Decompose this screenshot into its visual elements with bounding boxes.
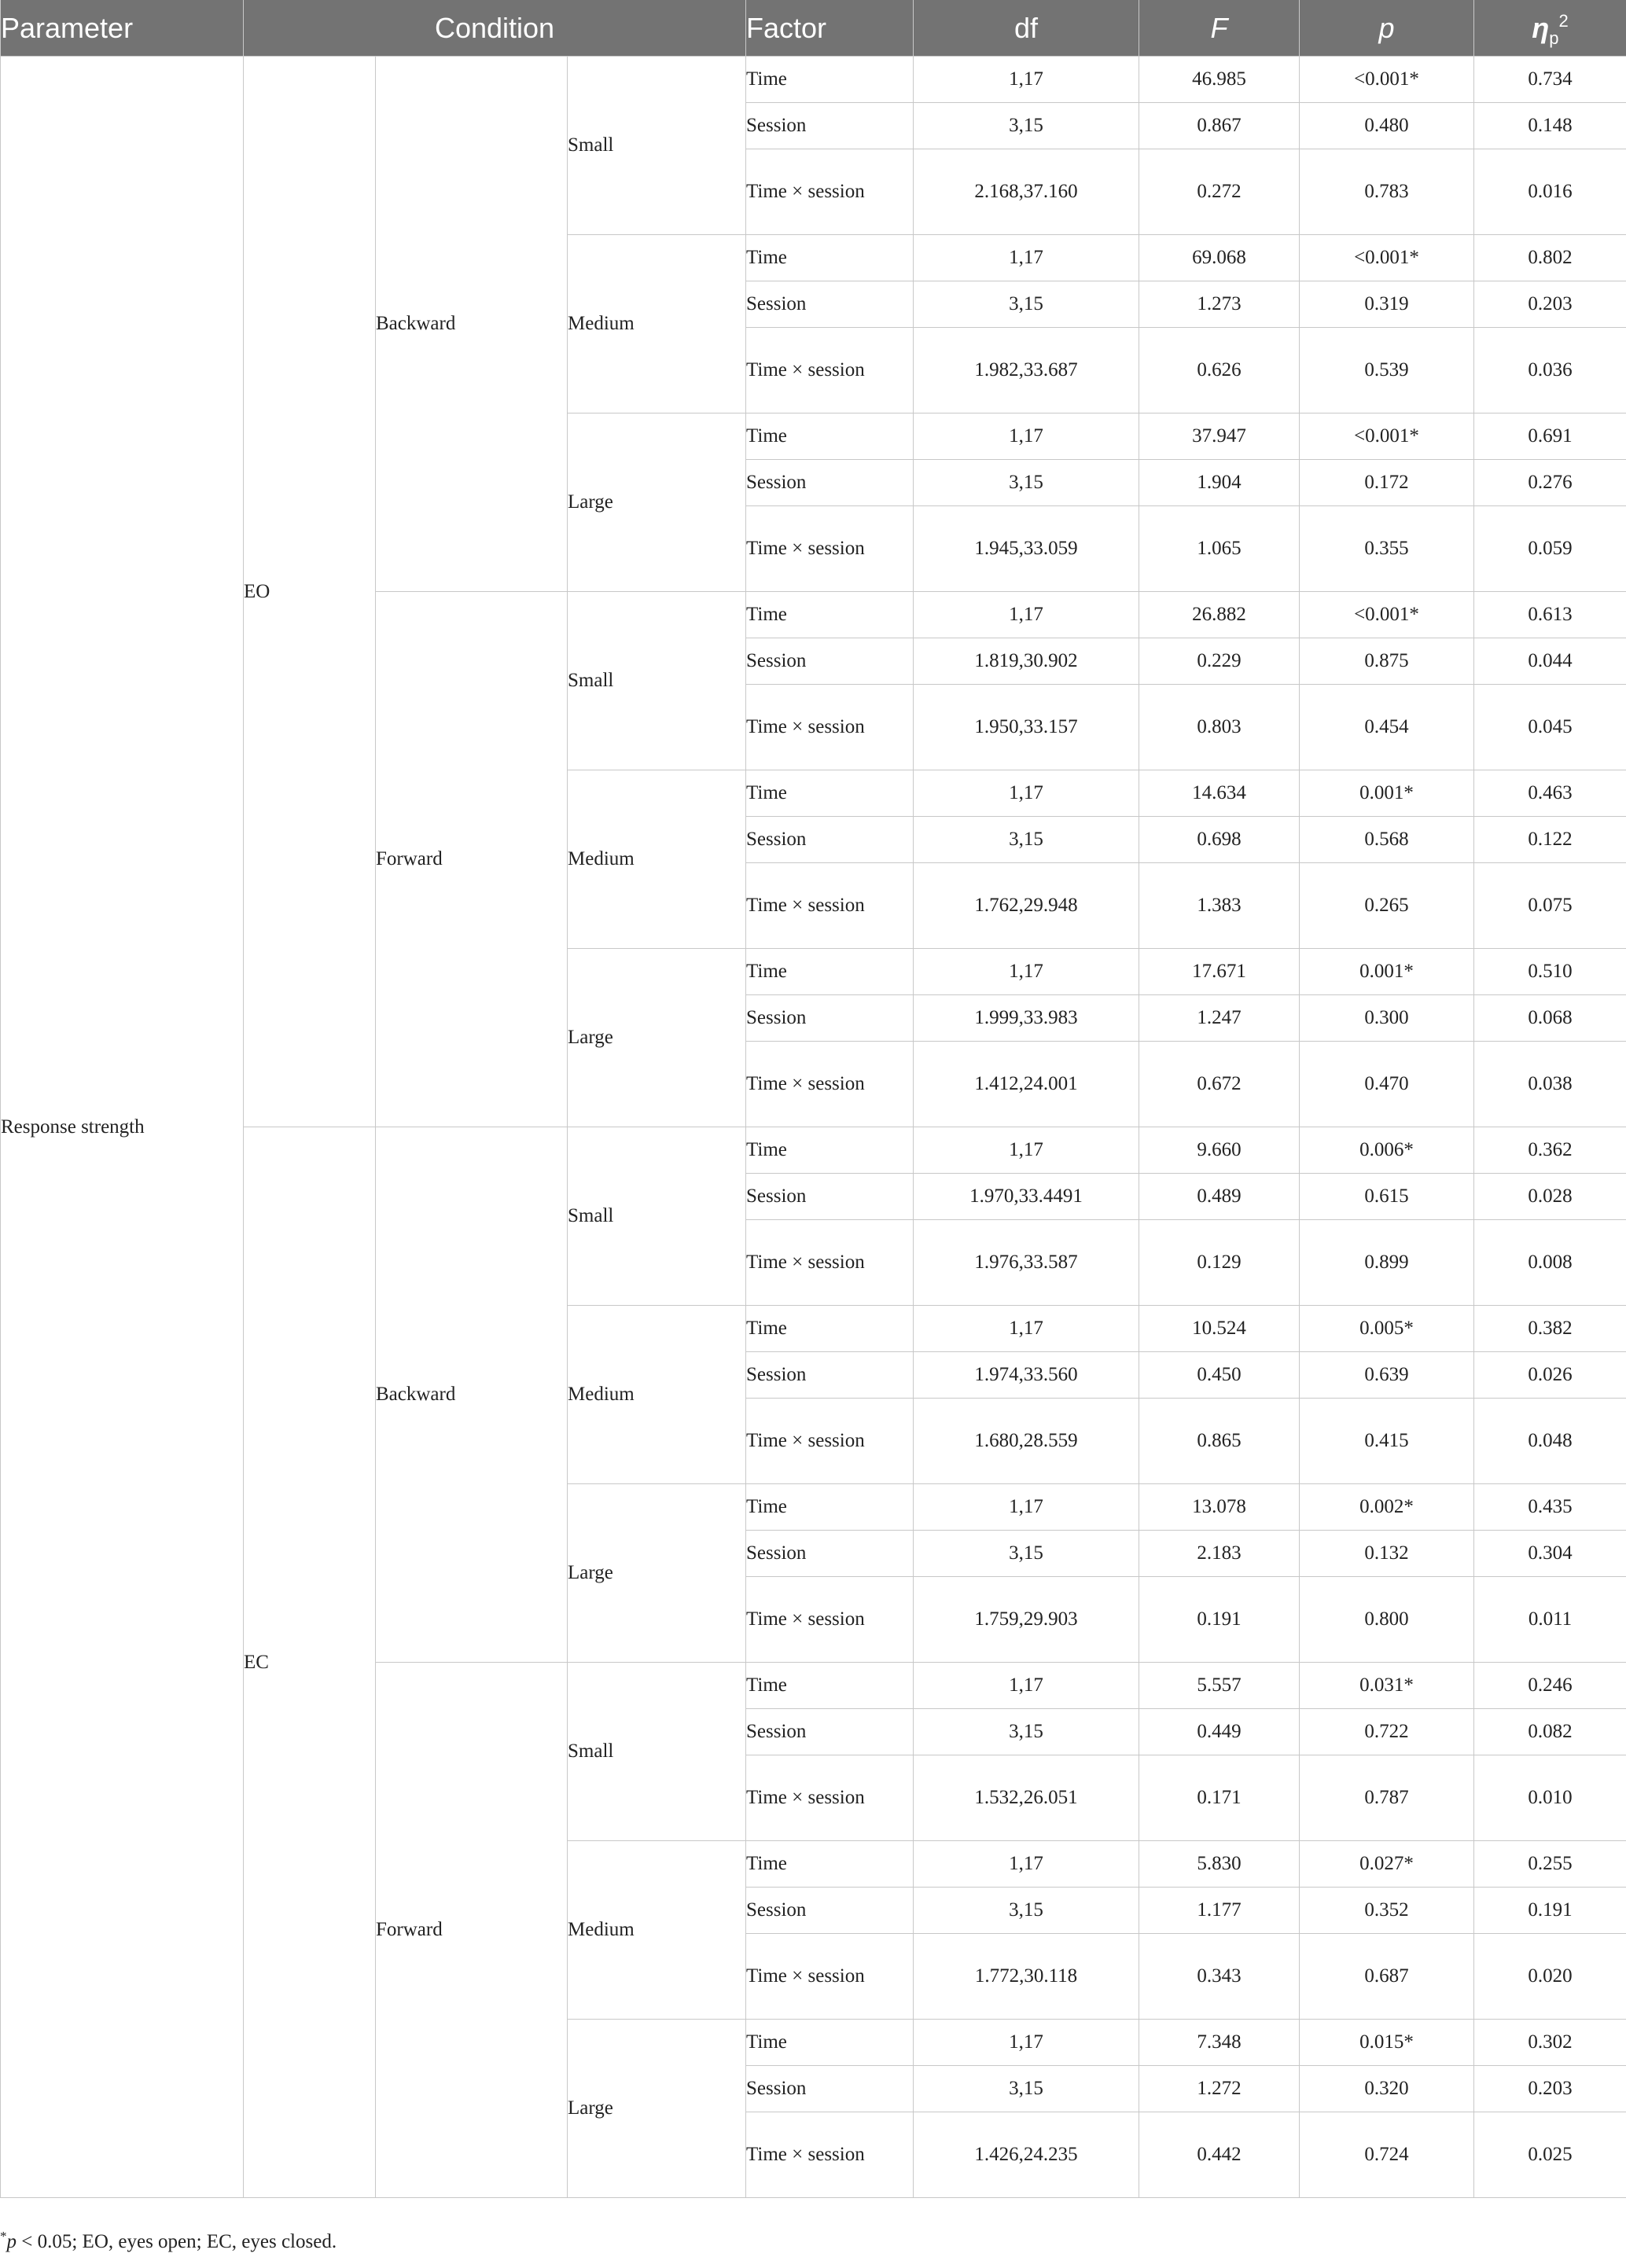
f-value-cell: 7.348: [1139, 2020, 1300, 2066]
df-cell: 1.772,30.118: [914, 1934, 1139, 2020]
df-cell: 1.759,29.903: [914, 1577, 1139, 1663]
factor-cell: Time × session: [746, 1220, 914, 1306]
df-cell: 1.974,33.560: [914, 1352, 1139, 1399]
df-cell: 3,15: [914, 817, 1139, 863]
direction-cell: Forward: [376, 592, 568, 1127]
size-cell: Small: [568, 1127, 746, 1306]
f-value-cell: 5.557: [1139, 1663, 1300, 1709]
f-value-cell: 0.698: [1139, 817, 1300, 863]
df-cell: 1.950,33.157: [914, 685, 1139, 770]
p-value-cell: 0.787: [1300, 1755, 1474, 1841]
effect-size-cell: 0.036: [1474, 328, 1626, 414]
effect-size-cell: 0.028: [1474, 1174, 1626, 1220]
p-value-cell: <0.001*: [1300, 414, 1474, 460]
factor-cell: Session: [746, 1888, 914, 1934]
p-value-cell: 0.615: [1300, 1174, 1474, 1220]
factor-cell: Time: [746, 770, 914, 817]
p-value-cell: 0.001*: [1300, 770, 1474, 817]
factor-cell: Time: [746, 1841, 914, 1888]
f-value-cell: 0.191: [1139, 1577, 1300, 1663]
effect-size-cell: 0.082: [1474, 1709, 1626, 1755]
p-value-cell: 0.470: [1300, 1042, 1474, 1127]
factor-cell: Session: [746, 1709, 914, 1755]
table-row: [1, 1127, 1626, 1174]
p-value-cell: 0.006*: [1300, 1127, 1474, 1174]
f-value-cell: 0.229: [1139, 638, 1300, 685]
f-value-cell: 0.343: [1139, 1934, 1300, 2020]
df-cell: 1.819,30.902: [914, 638, 1139, 685]
effect-size-cell: 0.048: [1474, 1399, 1626, 1484]
factor-cell: Time: [746, 2020, 914, 2066]
factor-cell: Session: [746, 103, 914, 149]
effect-size-cell: 0.008: [1474, 1220, 1626, 1306]
effect-size-cell: 0.068: [1474, 995, 1626, 1042]
f-value-cell: 0.489: [1139, 1174, 1300, 1220]
effect-size-cell: 0.304: [1474, 1531, 1626, 1577]
effect-size-cell: 0.045: [1474, 685, 1626, 770]
f-header: [1139, 0, 1300, 57]
df-cell: 3,15: [914, 1888, 1139, 1934]
size-cell: Large: [568, 1484, 746, 1663]
df-cell: 1,17: [914, 2020, 1139, 2066]
effect-size-cell: 0.435: [1474, 1484, 1626, 1531]
p-value-cell: 0.352: [1300, 1888, 1474, 1934]
f-value-cell: 0.672: [1139, 1042, 1300, 1127]
effect-size-cell: 0.246: [1474, 1663, 1626, 1709]
f-value-cell: 0.450: [1139, 1352, 1300, 1399]
factor-cell: Session: [746, 638, 914, 685]
df-cell: 3,15: [914, 460, 1139, 506]
p-value-cell: 0.265: [1300, 863, 1474, 949]
p-value-cell: 0.800: [1300, 1577, 1474, 1663]
factor-cell: Session: [746, 995, 914, 1042]
effect-size-cell: 0.010: [1474, 1755, 1626, 1841]
factor-cell: Session: [746, 817, 914, 863]
effect-size-cell: 0.203: [1474, 281, 1626, 328]
f-value-cell: 17.671: [1139, 949, 1300, 995]
p-value-cell: <0.001*: [1300, 57, 1474, 103]
df-cell: 1,17: [914, 1663, 1139, 1709]
effect-size-cell: 0.691: [1474, 414, 1626, 460]
p-value-cell: 0.454: [1300, 685, 1474, 770]
df-cell: 3,15: [914, 103, 1139, 149]
size-cell: Large: [568, 414, 746, 592]
p-value-cell: <0.001*: [1300, 592, 1474, 638]
effect-size-cell: 0.276: [1474, 460, 1626, 506]
f-value-cell: 0.129: [1139, 1220, 1300, 1306]
factor-cell: Time × session: [746, 506, 914, 592]
parameter-cell: Response strength: [1, 57, 244, 2198]
f-value-cell: 0.449: [1139, 1709, 1300, 1755]
p-value-cell: 0.015*: [1300, 2020, 1474, 2066]
effect-size-cell: 0.255: [1474, 1841, 1626, 1888]
factor-header: Factor: [746, 0, 914, 57]
footnote-text: < 0.05; EO, eyes open; EC, eyes closed.: [17, 2231, 337, 2252]
f-value-cell: 69.068: [1139, 235, 1300, 281]
factor-cell: Time × session: [746, 328, 914, 414]
factor-cell: Time × session: [746, 1934, 914, 2020]
footnote-p-symbol: p: [6, 2231, 17, 2252]
p-value-cell: 0.539: [1300, 328, 1474, 414]
df-cell: 3,15: [914, 2066, 1139, 2112]
p-value-cell: 0.027*: [1300, 1841, 1474, 1888]
factor-cell: Session: [746, 1174, 914, 1220]
f-value-cell: 13.078: [1139, 1484, 1300, 1531]
f-value-cell: 1.177: [1139, 1888, 1300, 1934]
f-value-cell: 1.065: [1139, 506, 1300, 592]
p-value-cell: 0.899: [1300, 1220, 1474, 1306]
df-header: df: [914, 0, 1139, 57]
factor-cell: Time × session: [746, 149, 914, 235]
p-value-cell: 0.568: [1300, 817, 1474, 863]
p-header: [1300, 0, 1474, 57]
factor-cell: Time × session: [746, 1042, 914, 1127]
p-value-cell: 0.480: [1300, 103, 1474, 149]
eyes-condition-cell: EO: [244, 57, 376, 1127]
effect-size-cell: 0.122: [1474, 817, 1626, 863]
factor-cell: Time: [746, 235, 914, 281]
f-header-label: F: [1210, 11, 1228, 44]
size-cell: Small: [568, 592, 746, 770]
f-value-cell: 1.904: [1139, 460, 1300, 506]
factor-cell: Time × session: [746, 685, 914, 770]
size-cell: Small: [568, 1663, 746, 1841]
eta-subscript: p: [1549, 28, 1559, 48]
effect-size-cell: 0.302: [1474, 2020, 1626, 2066]
direction-cell: Backward: [376, 1127, 568, 1663]
effect-size-cell: 0.044: [1474, 638, 1626, 685]
direction-cell: Backward: [376, 57, 568, 592]
p-value-cell: 0.639: [1300, 1352, 1474, 1399]
p-value-cell: 0.172: [1300, 460, 1474, 506]
eta-symbol: η: [1532, 11, 1550, 44]
effect-size-cell: 0.025: [1474, 2112, 1626, 2198]
f-value-cell: 37.947: [1139, 414, 1300, 460]
df-cell: 1,17: [914, 235, 1139, 281]
df-cell: 1.970,33.4491: [914, 1174, 1139, 1220]
header-row: [1, 0, 1626, 57]
eta-header: [1474, 0, 1626, 57]
f-value-cell: 2.183: [1139, 1531, 1300, 1577]
df-cell: 1.976,33.587: [914, 1220, 1139, 1306]
p-value-cell: 0.319: [1300, 281, 1474, 328]
effect-size-cell: 0.463: [1474, 770, 1626, 817]
f-value-cell: 1.273: [1139, 281, 1300, 328]
df-cell: 1.982,33.687: [914, 328, 1139, 414]
factor-cell: Time: [746, 414, 914, 460]
p-value-cell: 0.875: [1300, 638, 1474, 685]
p-value-cell: 0.355: [1300, 506, 1474, 592]
f-value-cell: 1.383: [1139, 863, 1300, 949]
p-value-cell: 0.132: [1300, 1531, 1474, 1577]
f-value-cell: 0.867: [1139, 103, 1300, 149]
factor-cell: Time: [746, 1127, 914, 1174]
df-cell: 1.999,33.983: [914, 995, 1139, 1042]
f-value-cell: 0.626: [1139, 328, 1300, 414]
footnote-mark: *: [0, 2229, 7, 2244]
factor-cell: Time × session: [746, 1577, 914, 1663]
p-value-cell: 0.005*: [1300, 1306, 1474, 1352]
size-cell: Medium: [568, 1841, 746, 2020]
effect-size-cell: 0.020: [1474, 1934, 1626, 2020]
effect-size-cell: 0.075: [1474, 863, 1626, 949]
df-cell: 3,15: [914, 1709, 1139, 1755]
table-row: [1, 57, 1626, 103]
p-value-cell: 0.001*: [1300, 949, 1474, 995]
df-cell: 1.680,28.559: [914, 1399, 1139, 1484]
p-value-cell: 0.722: [1300, 1709, 1474, 1755]
df-cell: 1,17: [914, 770, 1139, 817]
p-value-cell: 0.320: [1300, 2066, 1474, 2112]
factor-cell: Time × session: [746, 1755, 914, 1841]
factor-cell: Session: [746, 460, 914, 506]
effect-size-cell: 0.203: [1474, 2066, 1626, 2112]
df-cell: 1,17: [914, 1841, 1139, 1888]
df-cell: 1.412,24.001: [914, 1042, 1139, 1127]
df-cell: 1.532,26.051: [914, 1755, 1139, 1841]
effect-size-cell: 0.510: [1474, 949, 1626, 995]
effect-size-cell: 0.011: [1474, 1577, 1626, 1663]
factor-cell: Session: [746, 281, 914, 328]
df-cell: 1,17: [914, 1127, 1139, 1174]
effect-size-cell: 0.026: [1474, 1352, 1626, 1399]
effect-size-cell: 0.802: [1474, 235, 1626, 281]
f-value-cell: 9.660: [1139, 1127, 1300, 1174]
size-cell: Small: [568, 57, 746, 235]
table-footnote: [0, 2231, 337, 2253]
factor-cell: Time: [746, 1663, 914, 1709]
effect-size-cell: 0.016: [1474, 149, 1626, 235]
size-cell: Medium: [568, 1306, 746, 1484]
df-cell: 1.945,33.059: [914, 506, 1139, 592]
f-value-cell: 0.171: [1139, 1755, 1300, 1841]
factor-cell: Session: [746, 1352, 914, 1399]
factor-cell: Session: [746, 2066, 914, 2112]
df-cell: 1,17: [914, 949, 1139, 995]
df-cell: 1,17: [914, 57, 1139, 103]
effect-size-cell: 0.059: [1474, 506, 1626, 592]
effect-size-cell: 0.148: [1474, 103, 1626, 149]
f-value-cell: 1.247: [1139, 995, 1300, 1042]
df-cell: 1,17: [914, 1484, 1139, 1531]
p-value-cell: 0.002*: [1300, 1484, 1474, 1531]
effect-size-cell: 0.613: [1474, 592, 1626, 638]
effect-size-cell: 0.191: [1474, 1888, 1626, 1934]
effect-size-cell: 0.734: [1474, 57, 1626, 103]
p-value-cell: 0.783: [1300, 149, 1474, 235]
f-value-cell: 5.830: [1139, 1841, 1300, 1888]
factor-cell: Time × session: [746, 863, 914, 949]
eyes-condition-cell: EC: [244, 1127, 376, 2198]
p-value-cell: 0.031*: [1300, 1663, 1474, 1709]
f-value-cell: 0.442: [1139, 2112, 1300, 2198]
factor-cell: Session: [746, 1531, 914, 1577]
condition-header: Condition: [244, 0, 746, 57]
size-cell: Large: [568, 949, 746, 1127]
parameter-header: Parameter: [1, 0, 244, 57]
factor-cell: Time: [746, 949, 914, 995]
f-value-cell: 26.882: [1139, 592, 1300, 638]
direction-cell: Forward: [376, 1663, 568, 2198]
factor-cell: Time: [746, 57, 914, 103]
f-value-cell: 46.985: [1139, 57, 1300, 103]
effect-size-cell: 0.362: [1474, 1127, 1626, 1174]
df-cell: 1,17: [914, 592, 1139, 638]
factor-cell: Time × session: [746, 2112, 914, 2198]
size-cell: Large: [568, 2020, 746, 2198]
size-cell: Medium: [568, 235, 746, 414]
f-value-cell: 0.803: [1139, 685, 1300, 770]
eta-superscript: 2: [1558, 10, 1569, 31]
df-cell: 2.168,37.160: [914, 149, 1139, 235]
factor-cell: Time: [746, 592, 914, 638]
p-value-cell: 0.415: [1300, 1399, 1474, 1484]
p-header-label: p: [1378, 11, 1395, 44]
f-value-cell: 10.524: [1139, 1306, 1300, 1352]
effect-size-cell: 0.038: [1474, 1042, 1626, 1127]
effect-size-cell: 0.382: [1474, 1306, 1626, 1352]
df-cell: 1,17: [914, 414, 1139, 460]
df-cell: 3,15: [914, 1531, 1139, 1577]
factor-cell: Time × session: [746, 1399, 914, 1484]
factor-cell: Time: [746, 1306, 914, 1352]
df-cell: 3,15: [914, 281, 1139, 328]
size-cell: Medium: [568, 770, 746, 949]
df-cell: 1.762,29.948: [914, 863, 1139, 949]
p-value-cell: 0.724: [1300, 2112, 1474, 2198]
p-value-cell: <0.001*: [1300, 235, 1474, 281]
f-value-cell: 0.865: [1139, 1399, 1300, 1484]
p-value-cell: 0.687: [1300, 1934, 1474, 2020]
table-body: [1, 57, 1626, 2198]
factor-cell: Time: [746, 1484, 914, 1531]
df-cell: 1.426,24.235: [914, 2112, 1139, 2198]
f-value-cell: 1.272: [1139, 2066, 1300, 2112]
df-cell: 1,17: [914, 1306, 1139, 1352]
f-value-cell: 0.272: [1139, 149, 1300, 235]
p-value-cell: 0.300: [1300, 995, 1474, 1042]
f-value-cell: 14.634: [1139, 770, 1300, 817]
